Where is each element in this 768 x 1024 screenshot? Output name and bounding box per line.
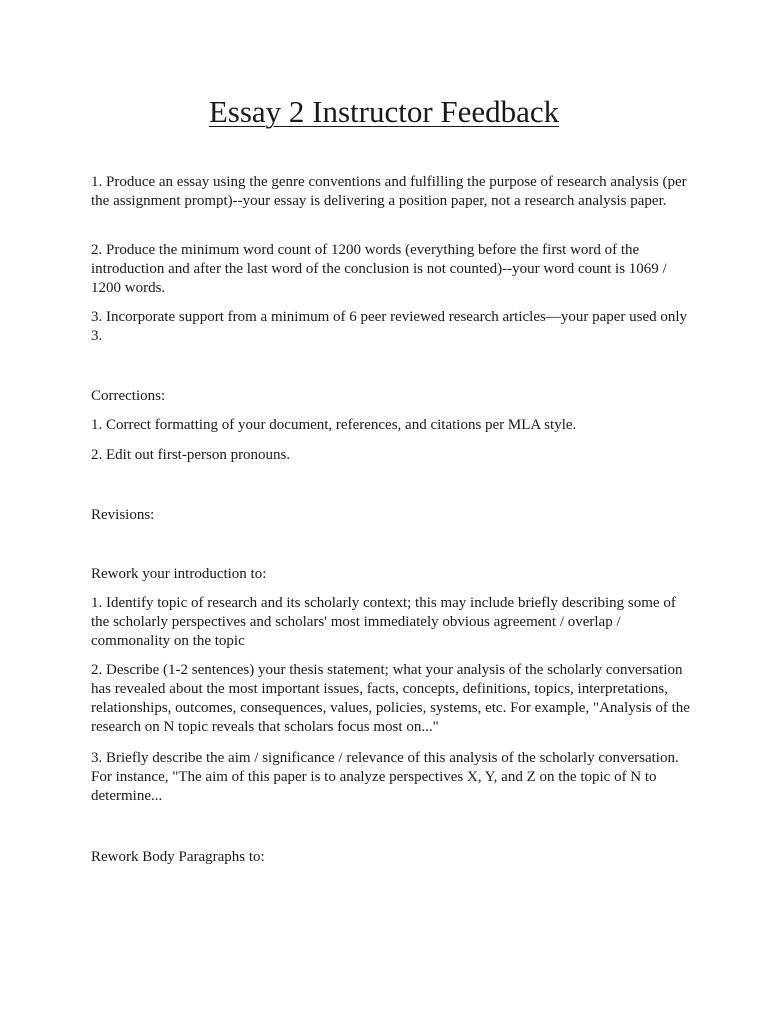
requirement-item-1: 1. Produce an essay using the genre conventions and fulfilling the purpose of research analysis (per the assignment prompt)--your essay is delivering a position paper, not a research analysis paper. xyxy=(91,174,687,209)
requirement-item-3: 3. Incorporate support from a minimum of 6 peer reviewed research articles—your paper used only 3. xyxy=(91,309,688,344)
revisions-heading: Revisions: xyxy=(91,507,155,523)
body-paragraphs-heading: Rework Body Paragraphs to: xyxy=(91,849,265,865)
introduction-item-3: 3. Briefly describe the aim / significance / relevance of this analysis of the scholarly conversation. For instance, "The aim of this paper is to analyze perspectives X, Y, and Z on the topic of N to determine... xyxy=(91,750,679,804)
corrections-heading: Corrections: xyxy=(91,388,166,404)
correction-item-2: 2. Edit out first-person pronouns. xyxy=(91,447,291,463)
requirement-item-2: 2. Produce the minimum word count of 1200 words (everything before the first word of the introduction and after the last word of the conclusion is not counted)--your word count is 1069 / 1200 words. xyxy=(91,242,667,296)
introduction-heading: Rework your introduction to: xyxy=(91,566,267,582)
introduction-item-2: 2. Describe (1-2 sentences) your thesis statement; what your analysis of the scholarly conversation has revealed about the most important issues, facts, concepts, definitions, topics, interpretations, relationships, outcomes, consequences, values, policies, systems, etc. For example, "Analysis of the research on N topic reveals that scholars focus most on..." xyxy=(91,662,690,735)
document-title: Essay 2 Instructor Feedback xyxy=(208,94,560,129)
correction-item-1: 1. Correct formatting of your document, references, and citations per MLA style. xyxy=(91,417,577,433)
introduction-item-1: 1. Identify topic of research and its scholarly context; this may include briefly describing some of the scholarly perspectives and scholars' most immediately obvious agreement / overlap / commonality on the topic xyxy=(91,595,676,649)
